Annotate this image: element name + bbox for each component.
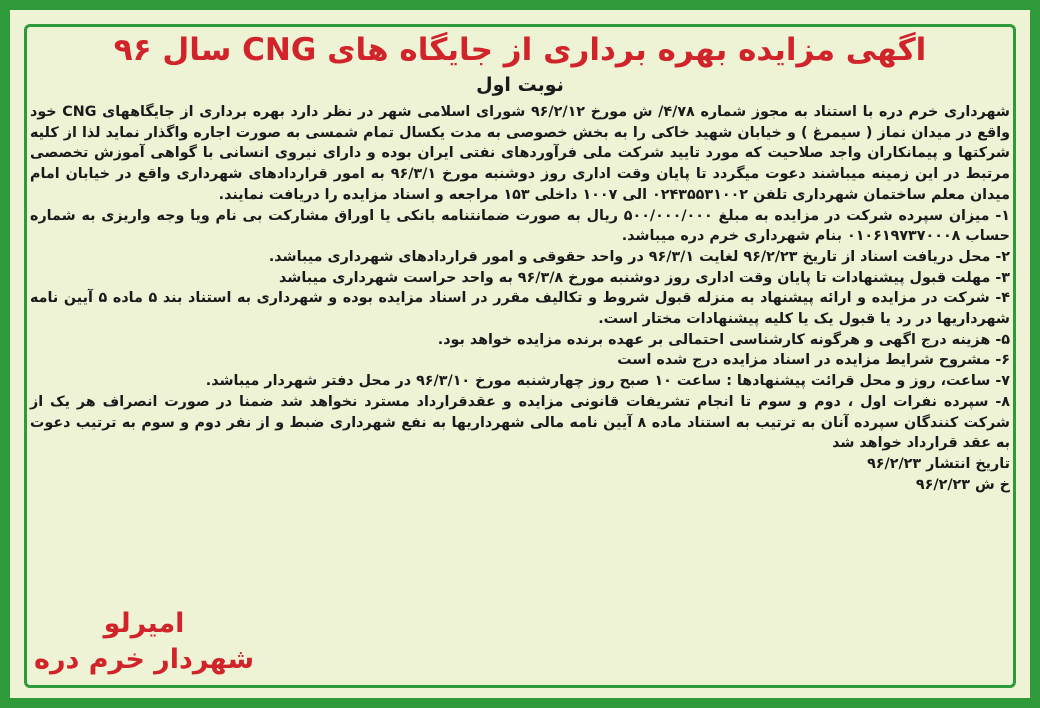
ad-item-1: ۱- میزان سپرده شرکت در مزایده به مبلغ ۵۰۰/۰۰۰/۰۰۰ ریال به صورت ضمانتنامه بانکی یا اوراق مشارکت بی نام ویا وجه واریزی به شماره حساب ۰۱۰۶۱۹۷۳۷۰۰۰۸ بنام شهرداری خرم دره میباشد. (30, 207, 1010, 245)
ad-item-6: ۶- مشروح شرایط مزایده در اسناد مزایده درج شده است (617, 352, 1010, 369)
signature-title: شهردار خرم دره (34, 644, 255, 675)
ad-item-2: ۲- محل دریافت اسناد از تاریخ ۹۶/۲/۲۳ لغایت ۹۶/۳/۱ در واحد حقوقی و امور قراردادهای شهرداری میباشد. (268, 248, 1010, 265)
publication-date: تاریخ انتشار ۹۶/۲/۲۳ (867, 455, 1010, 472)
ad-subtitle: نوبت اول (476, 74, 564, 96)
ad-item-3: ۳- مهلت قبول پیشنهادات تا پایان وقت اداری روز دوشنبه مورخ ۹۶/۳/۸ به واحد حراست شهرداری میباشد (279, 269, 1010, 286)
ad-item-5: ۵- هزینه درج اگهی و هرگونه کارشناسی احتمالی بر عهده برنده مزایده خواهد بود. (437, 331, 1010, 348)
signature-block (34, 606, 254, 678)
ad-item-8: ۸- سپرده نفرات اول ، دوم و سوم تا انجام تشریفات قانونی مزایده و عقدقرارداد مسترد نخواهد شد ضمنا در صورت انصراف هر یک از شرکت کنندگان سپرده آنان به ترتیب به استناد ماده ۸ آیین نامه مالی شهرداریها به نفع شهرداری ضبط و از نفر دوم و سوم به ترتیب دعوت به عقد قرارداد خواهد شد (30, 393, 1010, 452)
signature-name: امیرلو (103, 608, 185, 639)
ad-title: اگهی مزایده بهره برداری از جایگاه های CNG سال ۹۶ (113, 32, 927, 68)
ad-content (30, 26, 1010, 686)
ad-intro-paragraph: شهرداری خرم دره با استناد به مجوز شماره ۴/۷۸/ ش مورخ ۹۶/۲/۱۲ شورای اسلامی شهر در نظر دارد بهره برداری از جایگاههای CNG خود واقع در میدان نماز ( سیمرغ ) و خیابان شهید خاکی را به بخش خصوصی به مدت یکسال تمام شمسی به صورت اجاره واگذار نماید لذا از کلیه شرکتها و پیمانکاران واجد صلاحیت که مورد تایید شرکت ملی فرآوردهای نفتی ایران بوده و دارای نیروی انسانی با گواهی آموزش تخصصی مرتبط در این زمینه میباشند دعوت میگردد تا پایان وقت اداری روز دوشنبه مورخ ۹۶/۳/۱ به امور قراردادهای شهرداری واقع در خیابان امام میدان معلم ساختمان شهرداری تلفن ۰۲۴۳۵۵۳۱۰۰۲ الی ۱۰۰۷ داخلی ۱۵۳ مراجعه و اسناد مزایده را دریافت نمایند. (30, 104, 1010, 203)
publication-code: خ ش ۹۶/۲/۲۳ (915, 476, 1010, 493)
ad-item-4: ۴- شرکت در مزایده و ارائه پیشنهاد به منزله قبول شروط و تکالیف مقرر در اسناد مزایده بوده و شهرداری به استناد بند ۵ ماده ۵ آیین نامه شهرداریها در رد یا قبول یک یا کلیه پیشنهادات مختار است. (30, 290, 1010, 328)
ad-body (30, 102, 1010, 454)
ad-item-7: ۷- ساعت، روز و محل قرائت پیشنهادها : ساعت ۱۰ صبح روز چهارشنبه مورخ ۹۶/۳/۱۰ در محل دفتر شهردار میباشد. (205, 373, 1010, 390)
